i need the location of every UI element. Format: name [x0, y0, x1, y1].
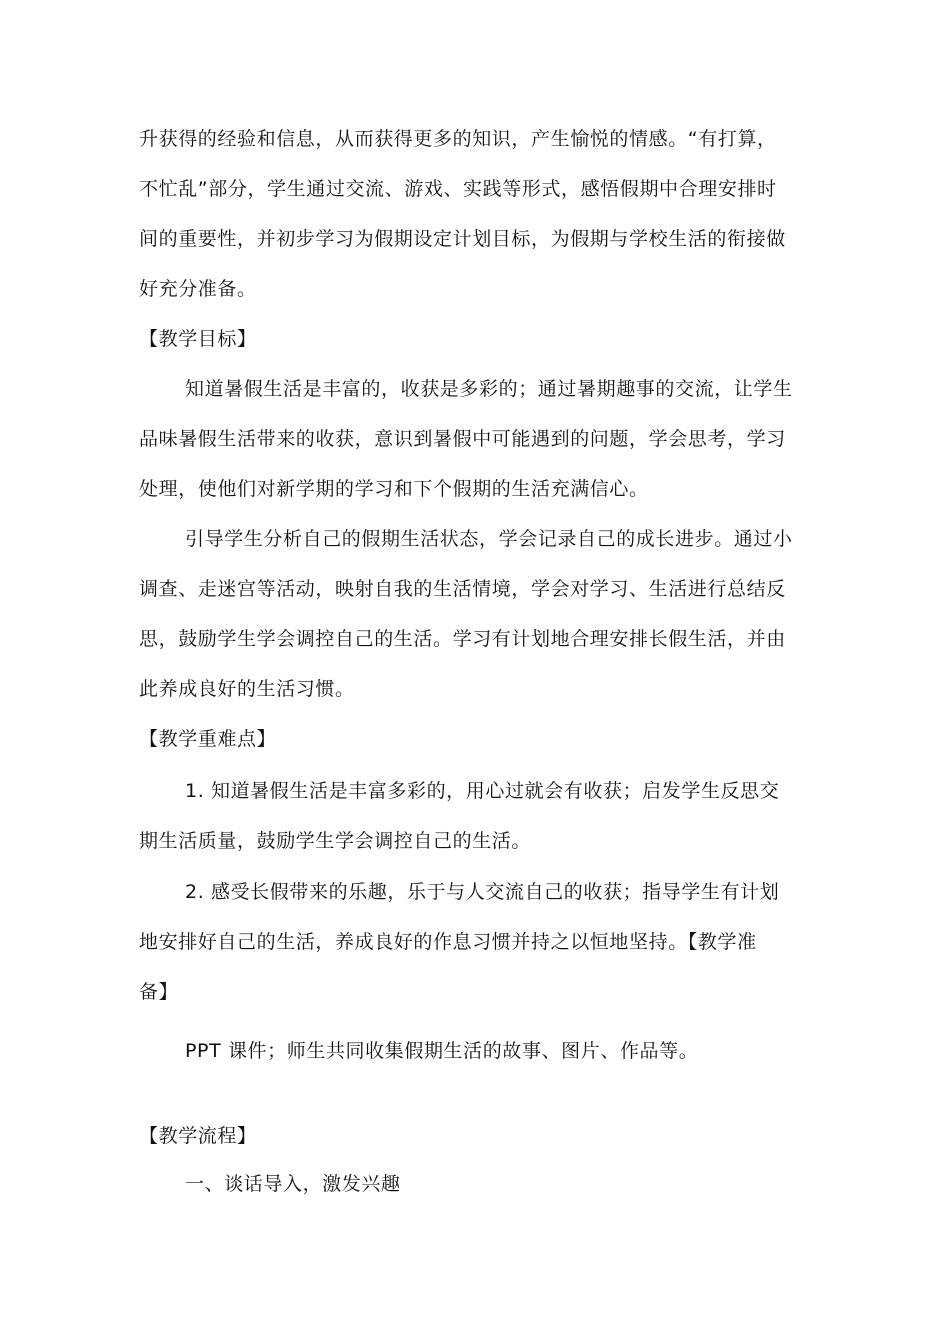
goals-paragraph-2-line-4: 此养成良好的生活习惯。 [139, 678, 355, 700]
intro-line-1: 升获得的经验和信息，从而获得更多的知识，产生愉悦的情感。“有打算， [139, 128, 777, 150]
heading-teaching-goals: 【教学目标】 [139, 328, 257, 350]
key-point-1-line-2: 期生活质量，鼓励学生学会调控自己的生活。 [139, 830, 532, 852]
goals-paragraph-1-line-1: 知道暑假生活是丰富的，收获是多彩的；通过暑期趣事的交流，让学生 [185, 378, 793, 400]
preparation-line: PPT 课件；师生共同收集假期生活的故事、图片、作品等。 [185, 1040, 699, 1062]
key-point-1-line-1: 1. 知道暑假生活是丰富多彩的，用心过就会有收获；启发学生反思交 [185, 780, 780, 802]
goals-paragraph-1-line-3: 处理，使他们对新学期的学习和下个假期的生活充满信心。 [139, 478, 649, 500]
key-point-2-line-1: 2. 感受长假带来的乐趣，乐于与人交流自己的收获；指导学生有计划 [185, 881, 780, 903]
key-point-2-line-2: 地安排好自己的生活，养成良好的作息习惯并持之以恒地坚持。【教学准 [139, 931, 757, 953]
goals-paragraph-2-line-3: 思，鼓励学生学会调控自己的生活。学习有计划地合理安排长假生活，并由 [139, 628, 786, 650]
key-point-2-line-3: 备】 [139, 981, 179, 1003]
intro-line-3: 间的重要性，并初步学习为假期设定计划目标，为假期与学校生活的衔接做 [139, 228, 786, 250]
section-1-title: 一、谈话导入，激发兴趣 [185, 1173, 401, 1195]
heading-teaching-process: 【教学流程】 [139, 1125, 257, 1147]
goals-paragraph-1-line-2: 品味暑假生活带来的收获，意识到暑假中可能遇到的问题，学会思考，学习 [139, 428, 786, 450]
goals-paragraph-2-line-1: 引导学生分析自己的假期生活状态，学会记录自己的成长进步。通过小 [185, 528, 793, 550]
intro-line-4: 好充分准备。 [139, 278, 257, 300]
goals-paragraph-2-line-2: 调查、走迷宫等活动，映射自我的生活情境，学会对学习、生活进行总结反 [139, 578, 786, 600]
heading-key-points: 【教学重难点】 [139, 728, 277, 750]
intro-line-2: 不忙乱”部分，学生通过交流、游戏、实践等形式，感悟假期中合理安排时 [139, 178, 777, 200]
